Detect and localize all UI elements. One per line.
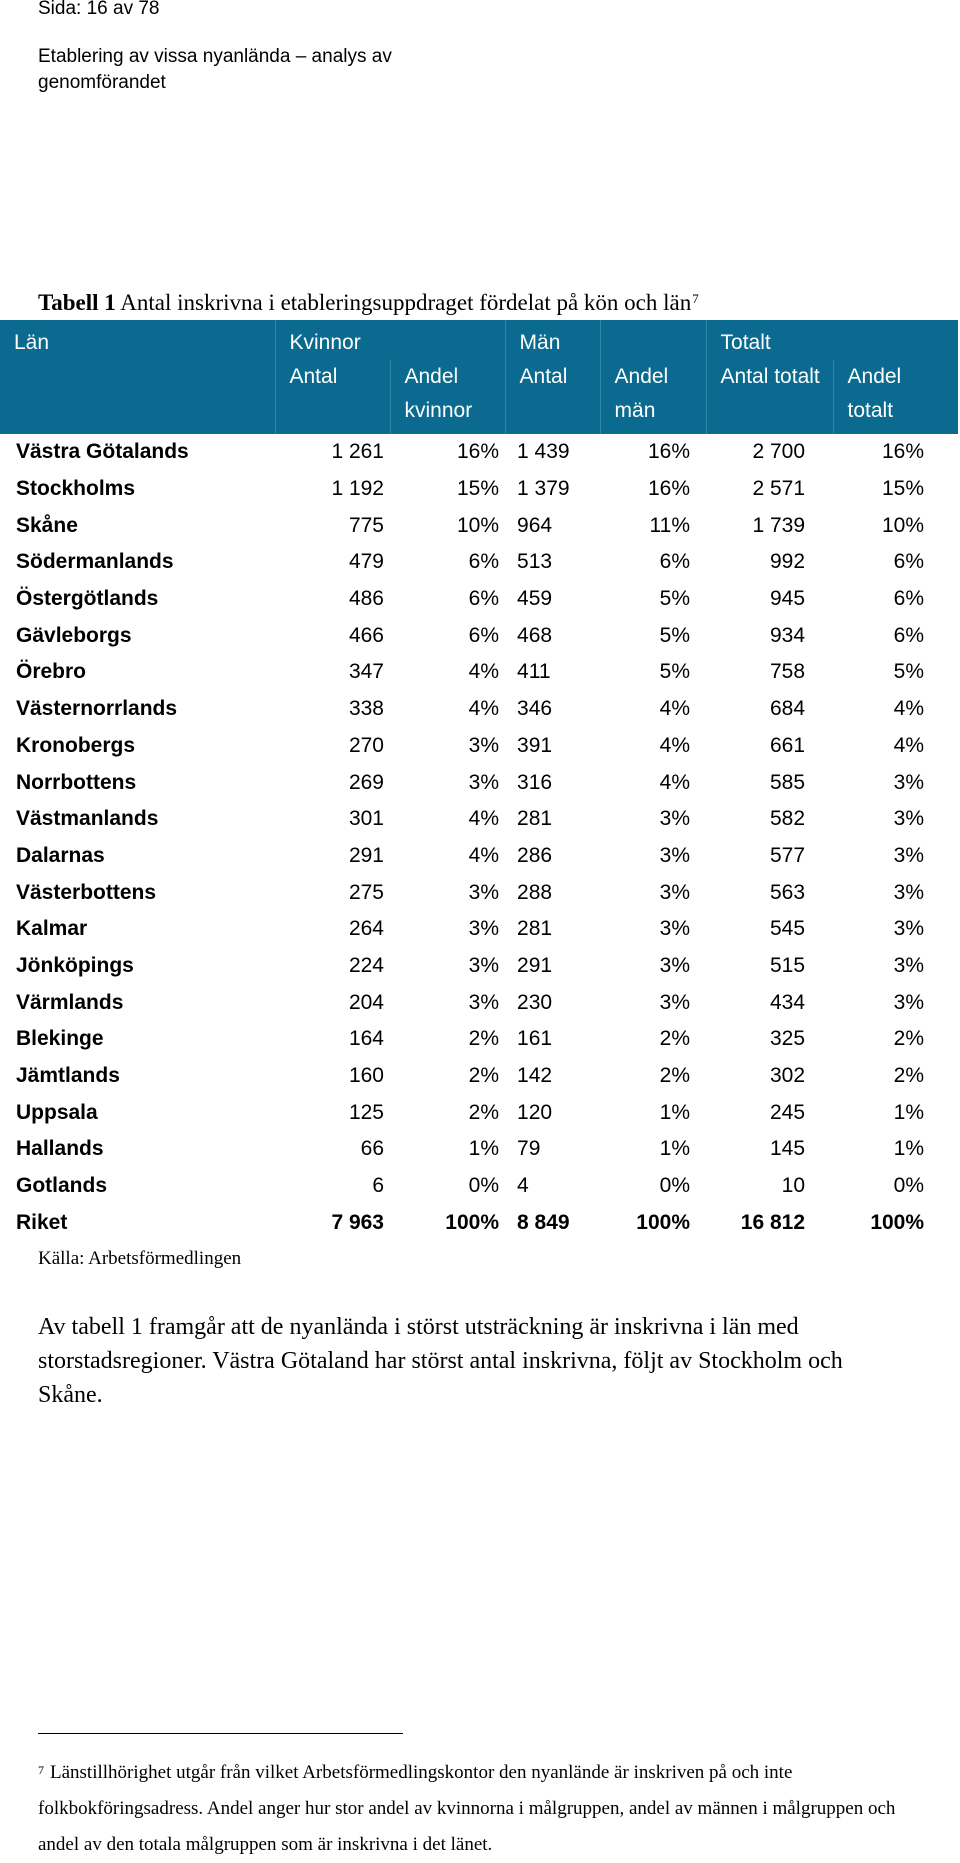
cell-antal-man: 459 (517, 587, 553, 611)
cell-andel-man: 3% (659, 917, 691, 941)
cell-andel-kvinnor: 3% (468, 990, 500, 1014)
cell-antal-kvinnor: 270 (348, 733, 384, 757)
cell-lan-name: Västmanlands (16, 807, 159, 831)
footnote (38, 1752, 918, 1863)
cell-andel-man: 11% (649, 513, 691, 537)
cell-andel-man: 1% (659, 1100, 691, 1124)
cell-antal-kvinnor: 164 (348, 1027, 384, 1051)
table-row (0, 1021, 958, 1058)
cell-antal-totalt: 10 (781, 1174, 806, 1198)
cell-antal-totalt: 545 (769, 917, 806, 941)
table-row (0, 728, 958, 765)
cell-antal-man: 288 (517, 880, 553, 904)
cell-andel-kvinnor: 3% (468, 880, 500, 904)
cell-lan-name: Stockholms (16, 477, 136, 501)
cell-antal-totalt: 563 (769, 880, 806, 904)
cell-antal-man: 513 (517, 550, 553, 574)
cell-lan-name: Östergötlands (16, 587, 159, 611)
cell-antal-kvinnor: 264 (348, 917, 384, 941)
cell-lan-name: Västernorrlands (16, 697, 178, 721)
cell-andel-totalt: 3% (893, 807, 925, 831)
cell-andel-kvinnor: 1% (468, 1137, 500, 1161)
cell-antal-kvinnor: 291 (348, 843, 384, 867)
table-row (0, 801, 958, 838)
table-row (0, 544, 958, 581)
cell-antal-totalt: 758 (769, 660, 806, 684)
cell-antal-man: 286 (517, 843, 553, 867)
header-antal-totalt: Antal totalt (706, 360, 833, 434)
footnote-text: Länstillhörighet utgår från vilket Arbetsförmedlingskontor den nyanlände är inskriven på och inte folkbokföringsadress. Andel anger hur stor andel av kvinnorna i målgruppen, andel av männen i målgruppen och andel av den totala målgruppen som är inskrivna i det länet. (38, 1762, 896, 1855)
table-row (0, 471, 958, 508)
cell-andel-man: 3% (659, 843, 691, 867)
cell-andel-totalt: 0% (893, 1174, 925, 1198)
cell-lan-name: Södermanlands (16, 550, 174, 574)
cell-andel-man: 2% (659, 1027, 691, 1051)
cell-andel-totalt: 3% (893, 770, 925, 794)
table-row (0, 984, 958, 1021)
cell-andel-totalt: 6% (893, 623, 925, 647)
cell-antal-kvinnor: 338 (348, 697, 384, 721)
cell-antal-kvinnor: 224 (348, 953, 384, 977)
cell-lan-name: Hallands (16, 1137, 104, 1161)
table-source: Källa: Arbetsförmedlingen (38, 1248, 242, 1269)
cell-antal-kvinnor: 479 (348, 550, 384, 574)
cell-andel-totalt: 6% (893, 550, 925, 574)
cell-lan-name: Uppsala (16, 1100, 98, 1124)
cell-andel-man: 4% (659, 770, 691, 794)
cell-andel-totalt: 3% (893, 880, 925, 904)
cell-andel-man: 6% (659, 550, 691, 574)
table-row (0, 1058, 958, 1095)
header-man: Män (505, 320, 600, 360)
table-row (0, 507, 958, 544)
cell-antal-totalt: 434 (769, 990, 806, 1014)
cell-andel-kvinnor: 15% (456, 477, 500, 501)
cell-antal-kvinnor: 7 963 (331, 1210, 384, 1234)
cell-antal-totalt: 16 812 (740, 1210, 806, 1234)
cell-andel-totalt: 16% (882, 440, 925, 464)
cell-antal-kvinnor: 269 (348, 770, 384, 794)
cell-antal-totalt: 992 (769, 550, 806, 574)
cell-antal-kvinnor: 204 (348, 990, 384, 1014)
footnote-reference: 7 (692, 291, 699, 306)
cell-antal-man: 346 (517, 697, 553, 721)
cell-antal-kvinnor: 66 (360, 1137, 384, 1161)
cell-lan-name: Kalmar (16, 917, 88, 941)
table-row (0, 874, 958, 911)
cell-antal-man: 8 849 (517, 1210, 570, 1234)
cell-antal-kvinnor: 125 (348, 1100, 384, 1124)
cell-andel-man: 5% (659, 623, 691, 647)
cell-andel-kvinnor: 10% (456, 513, 500, 537)
footnote-number: 7 (38, 1763, 44, 1777)
cell-andel-totalt: 5% (893, 660, 925, 684)
table-row (0, 948, 958, 985)
table-row (0, 764, 958, 801)
cell-antal-totalt: 684 (769, 697, 806, 721)
cell-lan-name: Dalarnas (16, 843, 105, 867)
cell-andel-totalt: 100% (870, 1210, 925, 1234)
cell-antal-totalt: 145 (769, 1137, 806, 1161)
table-row (0, 838, 958, 875)
cell-andel-kvinnor: 0% (468, 1174, 500, 1198)
cell-antal-man: 281 (517, 807, 553, 831)
cell-andel-man: 16% (647, 440, 691, 464)
cell-andel-totalt: 4% (893, 733, 925, 757)
header-totalt: Totalt (706, 320, 958, 360)
cell-andel-kvinnor: 2% (468, 1100, 500, 1124)
table-row (0, 1131, 958, 1168)
cell-antal-man: 281 (517, 917, 553, 941)
cell-andel-kvinnor: 6% (468, 550, 500, 574)
cell-antal-man: 291 (517, 953, 553, 977)
cell-andel-man: 100% (636, 1210, 691, 1234)
header-antal-kvinnor: Antal (275, 360, 390, 434)
cell-andel-man: 3% (659, 807, 691, 831)
cell-lan-name: Örebro (16, 660, 87, 684)
cell-antal-totalt: 515 (769, 953, 806, 977)
cell-andel-kvinnor: 6% (468, 587, 500, 611)
cell-andel-kvinnor: 3% (468, 733, 500, 757)
cell-antal-totalt: 585 (769, 770, 806, 794)
cell-lan-name: Jämtlands (16, 1064, 120, 1088)
cell-antal-man: 1 379 (517, 477, 570, 501)
header-andel-totalt: Andel totalt (833, 360, 958, 434)
cell-andel-kvinnor: 3% (468, 770, 500, 794)
table-row (0, 581, 958, 618)
cell-antal-totalt: 2 700 (752, 440, 806, 464)
cell-andel-kvinnor: 2% (468, 1064, 500, 1088)
cell-antal-totalt: 934 (769, 623, 806, 647)
cell-andel-totalt: 2% (893, 1064, 925, 1088)
cell-andel-man: 5% (659, 660, 691, 684)
cell-andel-totalt: 6% (893, 587, 925, 611)
cell-antal-kvinnor: 6 (372, 1174, 384, 1198)
cell-andel-kvinnor: 2% (468, 1027, 500, 1051)
cell-andel-totalt: 15% (882, 477, 925, 501)
cell-andel-man: 0% (659, 1174, 691, 1198)
header-kvinnor: Kvinnor (275, 320, 505, 360)
cell-lan-name: Kronobergs (16, 733, 136, 757)
cell-lan-name: Västerbottens (16, 880, 157, 904)
cell-antal-man: 411 (517, 660, 551, 684)
cell-andel-totalt: 3% (893, 843, 925, 867)
cell-andel-totalt: 4% (893, 697, 925, 721)
cell-antal-totalt: 245 (769, 1100, 806, 1124)
table-caption-label: Tabell 1 (38, 290, 116, 315)
cell-lan-name: Värmlands (16, 990, 124, 1014)
header-lan: Län (0, 320, 275, 360)
cell-andel-kvinnor: 4% (468, 807, 500, 831)
cell-andel-man: 1% (659, 1137, 691, 1161)
cell-andel-man: 3% (659, 953, 691, 977)
cell-andel-totalt: 1% (893, 1137, 925, 1161)
cell-andel-kvinnor: 4% (468, 697, 500, 721)
table-row (0, 434, 958, 471)
cell-antal-man: 964 (517, 513, 553, 537)
header-andel-kvinnor: Andel kvinnor (390, 360, 505, 434)
document-title: Etablering av vissa nyanlända – analys av genomförandet (38, 46, 392, 93)
cell-antal-man: 230 (517, 990, 553, 1014)
cell-antal-man: 142 (517, 1064, 553, 1088)
cell-antal-kvinnor: 775 (348, 513, 384, 537)
cell-andel-kvinnor: 3% (468, 953, 500, 977)
header-andel-man: Andel män (600, 360, 706, 434)
header-antal-man: Antal (505, 360, 600, 434)
cell-antal-man: 120 (517, 1100, 553, 1124)
table-row (0, 654, 958, 691)
cell-andel-totalt: 3% (893, 917, 925, 941)
cell-antal-man: 79 (517, 1137, 541, 1161)
cell-andel-kvinnor: 3% (468, 917, 500, 941)
cell-andel-totalt: 3% (893, 953, 925, 977)
cell-antal-totalt: 302 (769, 1064, 806, 1088)
cell-andel-kvinnor: 16% (456, 440, 500, 464)
table-header (0, 320, 958, 434)
cell-antal-kvinnor: 275 (348, 880, 384, 904)
body-paragraph: Av tabell 1 framgår att de nyanlända i störst utsträckning är inskrivna i län med storstadsregioner. Västra Götaland har störst antal inskrivna, följt av Stockholm och Skåne. (38, 1314, 843, 1408)
data-table (0, 320, 958, 1241)
cell-andel-kvinnor: 4% (468, 660, 500, 684)
cell-antal-man: 391 (517, 733, 553, 757)
cell-antal-totalt: 325 (769, 1027, 806, 1051)
cell-andel-totalt: 10% (882, 513, 925, 537)
cell-antal-man: 468 (517, 623, 553, 647)
cell-antal-totalt: 661 (769, 733, 806, 757)
cell-lan-name: Gotlands (16, 1174, 108, 1198)
cell-lan-name: Riket (16, 1210, 68, 1234)
cell-andel-man: 3% (659, 990, 691, 1014)
header-blank (0, 360, 275, 434)
cell-andel-man: 4% (659, 733, 691, 757)
cell-antal-kvinnor: 1 192 (331, 477, 384, 501)
cell-andel-man: 16% (647, 477, 691, 501)
cell-andel-man: 5% (659, 587, 691, 611)
cell-lan-name: Västra Götalands (16, 440, 189, 464)
cell-antal-man: 316 (517, 770, 553, 794)
cell-lan-name: Jönköpings (16, 953, 134, 977)
cell-antal-kvinnor: 160 (348, 1064, 384, 1088)
total-row (0, 1204, 958, 1241)
cell-andel-kvinnor: 100% (445, 1210, 500, 1234)
table-row (0, 911, 958, 948)
table-body (0, 434, 958, 1241)
cell-antal-totalt: 577 (769, 843, 806, 867)
cell-lan-name: Blekinge (16, 1027, 104, 1051)
footnote-divider (38, 1733, 403, 1734)
cell-antal-totalt: 945 (769, 587, 806, 611)
cell-antal-man: 161 (517, 1027, 553, 1051)
cell-andel-totalt: 2% (893, 1027, 925, 1051)
cell-antal-kvinnor: 1 261 (331, 440, 384, 464)
cell-andel-man: 4% (659, 697, 691, 721)
table-row (0, 1168, 958, 1205)
table-row (0, 1094, 958, 1131)
cell-andel-totalt: 3% (893, 990, 925, 1014)
header-empty (600, 320, 706, 360)
table-row (0, 617, 958, 654)
table-caption (38, 290, 699, 316)
cell-antal-kvinnor: 486 (348, 587, 384, 611)
table-row (0, 691, 958, 728)
cell-antal-totalt: 582 (769, 807, 806, 831)
cell-andel-totalt: 1% (893, 1100, 925, 1124)
cell-andel-kvinnor: 6% (468, 623, 500, 647)
cell-andel-man: 2% (659, 1064, 691, 1088)
cell-antal-man: 4 (517, 1174, 529, 1198)
cell-andel-kvinnor: 4% (468, 843, 500, 867)
cell-antal-kvinnor: 301 (348, 807, 384, 831)
cell-antal-kvinnor: 347 (348, 660, 384, 684)
cell-antal-totalt: 1 739 (752, 513, 806, 537)
cell-lan-name: Gävleborgs (16, 623, 132, 647)
cell-lan-name: Norrbottens (16, 770, 137, 794)
table-caption-text: Antal inskrivna i etableringsuppdraget fördelat på kön och län (120, 290, 692, 315)
cell-antal-totalt: 2 571 (752, 477, 806, 501)
page-number: Sida: 16 av 78 (38, 0, 160, 19)
cell-antal-man: 1 439 (517, 440, 570, 464)
cell-antal-kvinnor: 466 (348, 623, 384, 647)
cell-lan-name: Skåne (16, 513, 78, 537)
cell-andel-man: 3% (659, 880, 691, 904)
